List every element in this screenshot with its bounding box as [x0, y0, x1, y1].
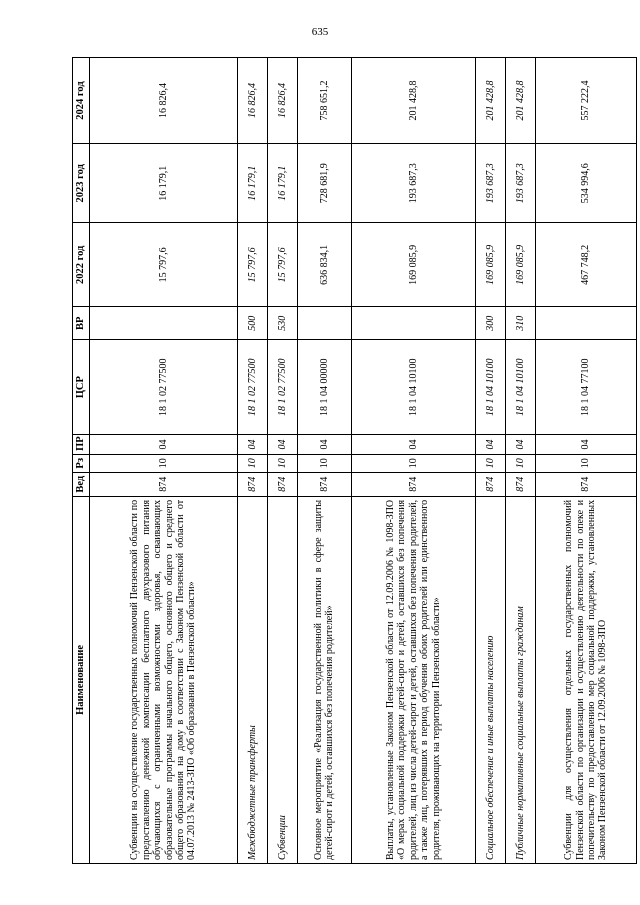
table-row [90, 58, 238, 864]
table-row [268, 58, 298, 864]
cell-ved: 874 [298, 472, 352, 496]
cell-ved: 874 [535, 472, 636, 496]
cell-csr: 18 1 04 10100 [506, 340, 536, 435]
table-row [351, 58, 476, 864]
cell-y2024: 16 826,4 [268, 58, 298, 144]
cell-rz: 10 [298, 454, 352, 472]
table-row [238, 58, 268, 864]
cell-name: Социальное обеспечение и иные выплаты населению [476, 496, 506, 863]
cell-name: Межбюджетные трансферты [238, 496, 268, 863]
cell-vr [351, 307, 476, 340]
cell-y2024: 201 428,8 [351, 58, 476, 144]
cell-y2022: 169 085,9 [476, 223, 506, 307]
table-row [476, 58, 506, 864]
cell-y2023: 16 179,1 [238, 144, 268, 223]
cell-y2023: 193 687,3 [506, 144, 536, 223]
cell-ved: 874 [476, 472, 506, 496]
cell-name: Субвенции на осуществление государственных полномочий Пензенской области по предоставлению денежной компенсации бесплатного двухразового питания обучающихся с ограниченными возможностями здоровья, осваивающих образовательные программы начального общего, основного общего и среднего общего образования на дому в соответствии с Законом Пензенской области от 04.07.2013 № 2413-ЗПО «Об образовании в Пензенской области» [90, 496, 238, 863]
cell-pr: 04 [506, 435, 536, 455]
cell-y2023: 193 687,3 [351, 144, 476, 223]
cell-y2024: 201 428,8 [506, 58, 536, 144]
cell-y2022: 15 797,6 [268, 223, 298, 307]
cell-rz: 10 [90, 454, 238, 472]
cell-rz: 10 [238, 454, 268, 472]
page-number: 635 [311, 26, 329, 38]
cell-name: Основное мероприятие «Реализация государственной политики в сфере защиты детей-сирот и детей, оставшихся без попечения родителей» [298, 496, 352, 863]
cell-vr: 300 [476, 307, 506, 340]
cell-y2023: 16 179,1 [268, 144, 298, 223]
cell-csr: 18 1 04 00000 [298, 340, 352, 435]
cell-vr [298, 307, 352, 340]
cell-pr: 04 [90, 435, 238, 455]
cell-pr: 04 [535, 435, 636, 455]
cell-csr: 18 1 02 77500 [238, 340, 268, 435]
cell-y2022: 467 748,2 [535, 223, 636, 307]
cell-y2022: 169 085,9 [351, 223, 476, 307]
cell-y2024: 758 651,2 [298, 58, 352, 144]
header-vr: ВР [73, 307, 90, 340]
header-pr: ПР [73, 435, 90, 455]
table-row [298, 58, 352, 864]
cell-y2023: 193 687,3 [476, 144, 506, 223]
cell-vr [535, 307, 636, 340]
table-header-row [73, 58, 90, 864]
cell-ved: 874 [268, 472, 298, 496]
header-name: Наименование [73, 496, 90, 863]
cell-pr: 04 [268, 435, 298, 455]
cell-y2022: 15 797,6 [90, 223, 238, 307]
table-row [506, 58, 536, 864]
cell-name: Субвенции для осуществления отдельных государственных полномочий Пензенской области по организации и осуществлению деятельности по опеке и попечительству по предоставлению мер социальной поддержки, установленных Законом Пензенской области от 12.09.2006 № 1098-ЗПО [535, 496, 636, 863]
cell-rz: 10 [351, 454, 476, 472]
cell-rz: 10 [535, 454, 636, 472]
cell-pr: 04 [351, 435, 476, 455]
table-row [535, 58, 636, 864]
cell-name: Субвенции [268, 496, 298, 863]
cell-rz: 10 [476, 454, 506, 472]
cell-y2022: 169 085,9 [506, 223, 536, 307]
cell-csr: 18 1 02 77500 [90, 340, 238, 435]
cell-name: Публичные нормативные социальные выплаты гражданам [506, 496, 536, 863]
cell-ved: 874 [506, 472, 536, 496]
cell-ved: 874 [90, 472, 238, 496]
cell-y2024: 16 826,4 [90, 58, 238, 144]
cell-csr: 18 1 02 77500 [268, 340, 298, 435]
budget-table [72, 57, 637, 864]
cell-csr: 18 1 04 10100 [476, 340, 506, 435]
cell-y2022: 15 797,6 [238, 223, 268, 307]
header-csr: ЦСР [73, 340, 90, 435]
cell-y2023: 534 994,6 [535, 144, 636, 223]
cell-y2024: 201 428,8 [476, 58, 506, 144]
cell-rz: 10 [268, 454, 298, 472]
cell-y2023: 16 179,1 [90, 144, 238, 223]
header-rz: Рз [73, 454, 90, 472]
cell-ved: 874 [238, 472, 268, 496]
cell-y2024: 16 826,4 [238, 58, 268, 144]
cell-rz: 10 [506, 454, 536, 472]
header-2022: 2022 год [73, 223, 90, 307]
cell-pr: 04 [476, 435, 506, 455]
cell-csr: 18 1 04 10100 [351, 340, 476, 435]
cell-name: Выплаты, установленные Законом Пензенской области от 12.09.2006 № 1098-ЗПО «О мерах социальной поддержки детей-сирот и детей, оставшихся без попечения родителей, лиц из числа детей-сирот и детей, оставшихся без попечения родителей, а также лиц, потерявших в период обучения обоих родителей или единственного родителя, проживающих на территории Пензенской области» [351, 496, 476, 863]
budget-table-rotated [72, 57, 637, 864]
cell-pr: 04 [298, 435, 352, 455]
cell-vr: 500 [238, 307, 268, 340]
header-ved: Вед [73, 472, 90, 496]
cell-y2023: 728 681,9 [298, 144, 352, 223]
cell-pr: 04 [238, 435, 268, 455]
cell-ved: 874 [351, 472, 476, 496]
cell-csr: 18 1 04 77100 [535, 340, 636, 435]
header-2023: 2023 год [73, 144, 90, 223]
table-body [90, 58, 637, 864]
cell-vr: 310 [506, 307, 536, 340]
cell-vr: 530 [268, 307, 298, 340]
cell-y2022: 636 834,1 [298, 223, 352, 307]
header-2024: 2024 год [73, 58, 90, 144]
cell-vr [90, 307, 238, 340]
cell-y2024: 557 222,4 [535, 58, 636, 144]
